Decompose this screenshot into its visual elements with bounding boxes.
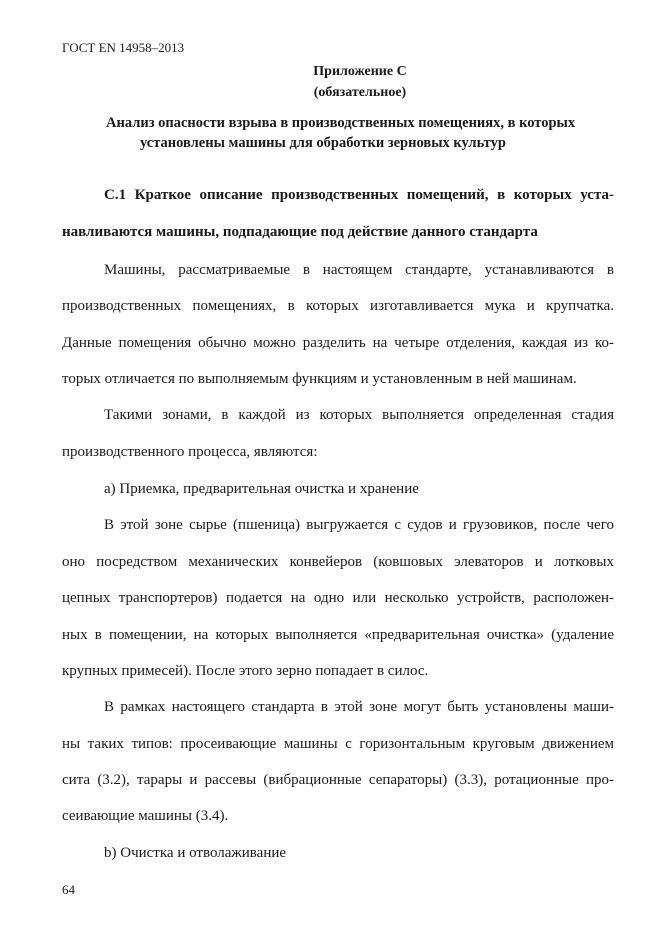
section-heading-line-2: навливаются машины, подпадающие под действие данного стандарта	[62, 224, 538, 240]
annex-heading-line-1: Анализ опасности взрыва в производственных помещениях, в которых	[106, 115, 576, 131]
body-line: Такими зонами, в каждой из которых выполняется определенная стадия	[104, 407, 614, 423]
appendix-status: (обязательное)	[313, 85, 407, 100]
document-code: ГОСТ EN 14958–2013	[62, 40, 185, 55]
body-line: Машины, рассматриваемые в настоящем стандарте, устанавливаются в	[104, 262, 614, 278]
appendix-title: Приложение С	[313, 64, 407, 79]
body-line: производственных помещениях, в которых изготавливается мука и крупчатка.	[62, 298, 614, 314]
body-line: В этой зоне сырье (пшеница) выгружается с судов и грузовиков, после чего	[104, 517, 614, 533]
body-line: ны таких типов: просеивающие машины с горизонтальным круговым движением	[62, 736, 614, 752]
list-item-b: b) Очистка и отволаживание	[104, 845, 287, 861]
body-line: сита (3.2), тарары и рассевы (вибрационные сепараторы) (3.3), ротационные про-	[62, 772, 614, 788]
body-line: сеивающие машины (3.4).	[62, 808, 229, 824]
list-item-a: а) Приемка, предварительная очистка и хранение	[104, 481, 419, 497]
section-heading-line-1: С.1 Краткое описание производственных помещений, в которых уста-	[104, 187, 614, 203]
annex-heading-line-2: установлены машины для обработки зерновых культур	[140, 135, 506, 151]
page-number: 64	[62, 882, 75, 897]
body-line: производственного процесса, являются:	[62, 444, 318, 460]
body-line: оно посредством механических конвейеров (ковшовых элеваторов и лотковых	[62, 554, 614, 570]
body-line: торых отличается по выполняемым функциям и установленным в ней машинам.	[62, 371, 577, 387]
body-line: Данные помещения обычно можно разделить на четыре отделения, каждая из ко-	[62, 335, 614, 351]
body-line: крупных примесей). После этого зерно попадает в силос.	[62, 663, 429, 679]
body-line: ных в помещении, на которых выполняется «предварительная очистка» (удаление	[62, 627, 614, 643]
body-line: В рамках настоящего стандарта в этой зоне могут быть установлены маши-	[104, 699, 614, 715]
body-line: цепных транспортеров) подается на одно или несколько устройств, расположен-	[62, 590, 614, 606]
